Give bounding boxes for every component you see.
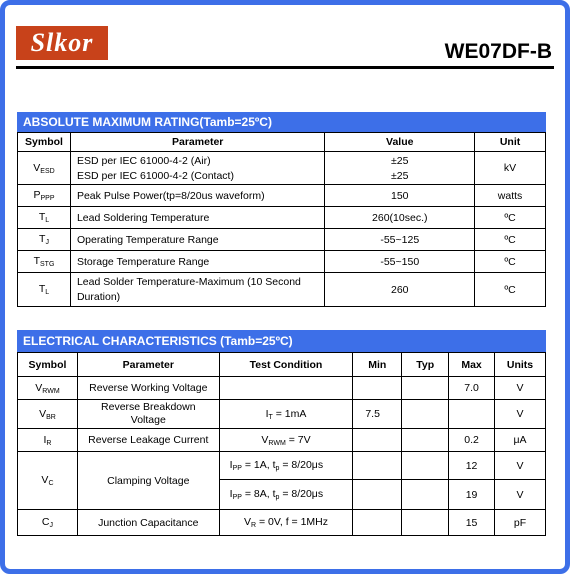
value-cell: 260(10sec.) (325, 207, 475, 229)
parameter-cell: Junction Capacitance (77, 510, 219, 536)
unit-cell: V (495, 452, 546, 480)
min-cell (353, 452, 402, 480)
table-row (18, 452, 546, 480)
parameter-cell: Operating Temperature Range (70, 229, 324, 251)
parameter-cell: Reverse Breakdown Voltage (77, 400, 219, 429)
unit-cell: kV (475, 152, 546, 185)
symbol-cell: $V_{RWM}$ (18, 377, 78, 400)
max-cell: 12 (449, 452, 495, 480)
unit-cell: ºC (475, 251, 546, 273)
parameter-cell: Peak Pulse Power(tp=8/20us waveform) (70, 185, 324, 207)
table-row (18, 400, 546, 429)
table-header-row (18, 353, 546, 377)
unit-cell: pF (495, 510, 546, 536)
abs-max-table (17, 132, 546, 307)
symbol-cell: $V_{BR}$ (18, 400, 78, 429)
col-header: Units (495, 353, 546, 377)
logo-text: Slkor (30, 28, 94, 57)
unit-cell: ºC (475, 229, 546, 251)
col-header: Parameter (70, 133, 324, 152)
min-cell: 7.5 (353, 400, 402, 429)
unit-cell: watts (475, 185, 546, 207)
parameter-cell: Lead Solder Temperature-Maximum (10 Second Duration) (70, 273, 324, 307)
symbol-cell: $V_{ESD}$ (18, 152, 71, 185)
unit-cell: V (495, 400, 546, 429)
symbol-cell: $T_L$ (18, 207, 71, 229)
table-header-row (18, 133, 546, 152)
col-header: Symbol (18, 353, 78, 377)
typ-cell (402, 452, 449, 480)
table-row (18, 510, 546, 536)
max-cell: 7.0 (449, 377, 495, 400)
elec-char-title: ELECTRICAL CHARACTERISTICS (Tamb=25ºC) (17, 330, 546, 352)
col-header: Min (353, 353, 402, 377)
typ-cell (402, 400, 449, 429)
parameter-cell: Lead Soldering Temperature (70, 207, 324, 229)
max-cell (449, 400, 495, 429)
max-cell: 19 (449, 480, 495, 510)
condition-cell (219, 377, 353, 400)
col-header: Test Condition (219, 353, 353, 377)
value-cell: 150 (325, 185, 475, 207)
typ-cell (402, 480, 449, 510)
min-cell (353, 377, 402, 400)
value-cell: 260 (325, 273, 475, 307)
col-header: Parameter (77, 353, 219, 377)
parameter-cell: Storage Temperature Range (70, 251, 324, 273)
col-header: Unit (475, 133, 546, 152)
typ-cell (402, 510, 449, 536)
symbol-cell: $T_L$ (18, 273, 71, 307)
table-row (18, 207, 546, 229)
min-cell (353, 429, 402, 452)
typ-cell (402, 377, 449, 400)
col-header: Value (325, 133, 475, 152)
symbol-cell: $I_R$ (18, 429, 78, 452)
min-cell (353, 480, 402, 510)
table-row (18, 273, 546, 307)
table-row (18, 251, 546, 273)
value-cell: -55~150 (325, 251, 475, 273)
table-row (18, 229, 546, 251)
table-row (18, 377, 546, 400)
elec-char-table (17, 352, 546, 536)
header-divider (16, 66, 554, 69)
symbol-cell: $C_J$ (18, 510, 78, 536)
table-row (18, 429, 546, 452)
max-cell: 0.2 (449, 429, 495, 452)
parameter-cell: Reverse Working Voltage (77, 377, 219, 400)
unit-cell: ºC (475, 273, 546, 307)
parameter-cell: ESD per IEC 61000-4-2 (Air) ESD per IEC 61000-4-2 (Contact) (70, 152, 324, 185)
typ-cell (402, 429, 449, 452)
unit-cell: V (495, 377, 546, 400)
symbol-cell: $V_C$ (18, 452, 78, 510)
symbol-cell: $P_{PPP}$ (18, 185, 71, 207)
table-row (18, 152, 546, 185)
col-header: Max (449, 353, 495, 377)
min-cell (353, 510, 402, 536)
brand-logo (16, 26, 108, 60)
value-cell: -55~125 (325, 229, 475, 251)
col-header: Typ (402, 353, 449, 377)
col-header: Symbol (18, 133, 71, 152)
value-cell: ±25 ±25 (325, 152, 475, 185)
unit-cell: V (495, 480, 546, 510)
unit-cell: μA (495, 429, 546, 452)
condition-cell: $I_T = 1mA$ (219, 400, 353, 429)
table-row (18, 185, 546, 207)
condition-cell: $I_{PP} = 1A$, $t_p = 8/20\mu s$ (219, 452, 353, 480)
parameter-cell: Reverse Leakage Current (77, 429, 219, 452)
max-cell: 15 (449, 510, 495, 536)
abs-max-title: ABSOLUTE MAXIMUM RATING(Tamb=25ºC) (17, 112, 546, 132)
condition-cell: $V_R = 0V$, f = 1MHz (219, 510, 353, 536)
symbol-cell: $T_J$ (18, 229, 71, 251)
unit-cell: ºC (475, 207, 546, 229)
parameter-cell: Clamping Voltage (77, 452, 219, 510)
condition-cell: $I_{PP} = 8A$, $t_p = 8/20\mu s$ (219, 480, 353, 510)
condition-cell: $V_{RWM} = 7V$ (219, 429, 353, 452)
symbol-cell: $T_{STG}$ (18, 251, 71, 273)
part-number: WE07DF-B (444, 40, 552, 63)
